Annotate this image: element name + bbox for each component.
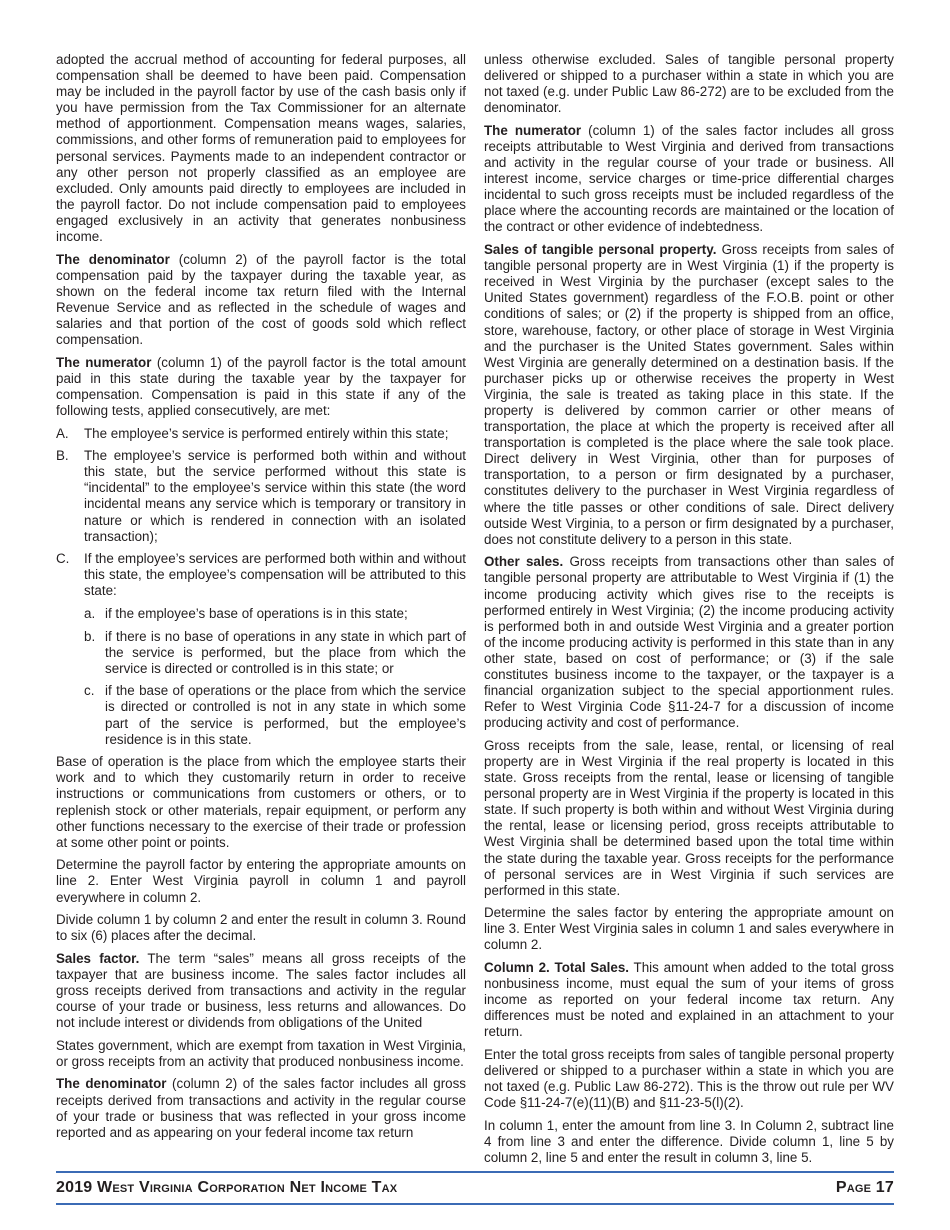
- tangible-property-paragraph: [484, 242, 894, 548]
- list-marker: B.: [56, 448, 69, 464]
- list-marker: c.: [84, 683, 95, 699]
- base-of-operation-paragraph: Base of operation is the place from which the employee starts their work and to which they customarily return in order to receive instructions or communications from customers or others, or to replenish stock or other materials, repair equipment, or perform any other functions necessary to the exercise of their trade or profession at some other point or points.: [56, 754, 466, 850]
- sub-list: [84, 606, 466, 748]
- other-sales-text: Gross receipts from transactions other than sales of tangible personal property are attributable to West Virginia if (1) the income producing activity which gives rise to the receipts is performed entirely in West Virginia; (2) the income producing activity is performed both in and outside West Virginia and a greater portion of the income producing activity is performed in this state than in any other state, based on cost of performance; or (3) if the sale constitutes business income to the taxpayer, or the taxpayer is a financial organization subject to the special apportionment rules. Refer to West Virginia Code §11-24-7 for a discussion of income producing activity and cost of performance.: [484, 554, 894, 731]
- divide-columns-paragraph: Divide column 1 by column 2 and enter the result in column 3. Round to six (6) places after the decimal.: [56, 912, 466, 944]
- list-marker: C.: [56, 551, 70, 567]
- other-sales-label: Other sales.: [484, 554, 564, 570]
- determine-payroll-paragraph: Determine the payroll factor by entering the appropriate amounts on line 2. Enter West Virginia payroll in column 1 and payroll everywhere in column 2.: [56, 857, 466, 905]
- footer-title: 2019 West Virginia Corporation Net Income Tax: [56, 1179, 398, 1196]
- sales-factor-label: Sales factor.: [56, 950, 140, 966]
- list-item-text: The employee’s service is performed entirely within this state;: [84, 425, 449, 441]
- column2-total-sales-label: Column 2. Total Sales.: [484, 960, 630, 976]
- list-item-text: if there is no base of operations in any state in which part of the service is performed, but the place from which the service is directed or controlled is in this state; or: [105, 628, 466, 676]
- column2-total-sales-paragraph: [484, 960, 894, 1040]
- list-item-text: The employee’s service is performed both within and without this state, but the service performed without this state is “incidental” to the employee’s service within this state (the word incidental means any service which is temporary or transitory in nature or which is rendered in connection with an isolated transaction);: [84, 448, 466, 544]
- sales-denominator-paragraph: [56, 1076, 466, 1140]
- payroll-compensation-paragraph: adopted the accrual method of accounting for federal purposes, all compensation shall be deemed to have been paid. Compensation may be included in the payroll factor by use of the cash basis only if you have permission from the Tax Commissioner for an alternate method of apportionment. Compensation means wages, salaries, commissions, and other forms of remuneration paid to employees for personal services. Payments made to an independent contractor or any other person not properly classified as an employee are excluded. Only amounts paid directly to employees are included in the payroll factor. Do not include compensation paid to employees engaged exclusively in an activity that generates nonbusiness income.: [56, 52, 466, 245]
- list-item: [84, 683, 466, 747]
- throw-out-rule-paragraph: Enter the total gross receipts from sales of tangible personal property delivered or shipped to a purchaser within a state in which you are not taxed (e.g. Public Law 86-272). This is the throw out rule per WV Code §11-24-7(e)(11)(B) and §11-23-5(l)(2).: [484, 1047, 894, 1111]
- list-item-text: If the employee’s services are performed both within and without this state, the employee’s compensation will be attributed to this state:: [84, 551, 466, 599]
- column1-instructions-paragraph: In column 1, enter the amount from line 3. In Column 2, subtract line 4 from line 3 and enter the difference. Divide column 1, line 5 by column 2, line 5 and enter the result in column 3, line 5.: [484, 1117, 894, 1166]
- tangible-property-label: Sales of tangible personal property.: [484, 242, 717, 258]
- sales-numerator-paragraph: [484, 123, 894, 236]
- payroll-numerator-label: The numerator: [56, 354, 152, 370]
- list-item: [56, 426, 466, 442]
- list-marker: A.: [56, 425, 69, 441]
- determine-sales-paragraph: Determine the sales factor by entering the appropriate amount on line 3. Enter West Virginia sales in column 1 and sales everywhere in column 2.: [484, 905, 894, 953]
- gross-receipts-paragraph: Gross receipts from the sale, lease, rental, or licensing of real property are in West Virginia if the real property is located in this state. Gross receipts from the rental, lease or licensing of tangible personal property are in West Virginia if the property is located in this state. If such property is both within and without West Virginia during the rental, lease or licensing period, gross receipts attributable to West Virginia shall be determined based upon the total time within the state during the taxable year. Gross receipts for the performance of personal services are in West Virginia if such services are performed in this state.: [484, 737, 894, 898]
- payroll-denominator-label: The denominator: [56, 251, 170, 267]
- sales-numerator-text: (column 1) of the sales factor includes all gross receipts attributable to West Virginia and derived from transactions and activity in the regular course of your trade or business. All interest income, service charges or time-price differential charges incidental to such gross receipts must be included regardless of the place where the accounting records are maintained or the location of the contract or other evidence of indebtedness.: [484, 122, 894, 235]
- page-footer: [56, 1171, 894, 1205]
- sales-factor-paragraph: [56, 951, 466, 1031]
- list-item-text: if the employee’s base of operations is in this state;: [105, 606, 408, 621]
- page-number: Page 17: [835, 1179, 894, 1196]
- list-item: [56, 551, 466, 599]
- payroll-numerator-text: (column 1) of the payroll factor is the total amount paid in this state during the taxable year by the taxpayer for compensation. Compensation is paid in this state if any of the following tests, applied consecutively, are met:: [56, 354, 466, 418]
- sales-factor-text: The term “sales” means all gross receipts of the taxpayer that are business income. The sales factor includes all gross receipts derived from transactions and activity in the regular course of your trade or business, less returns and allowances. Do not include interest or dividends from obligations of the United: [56, 950, 466, 1031]
- column2-total-sales-text: This amount when added to the total gross nonbusiness income, must equal the sum of your items of gross income as reported on your federal income tax return. Any differences must be noted and explained in an attachment to your return.: [484, 960, 894, 1040]
- tangible-property-text: Gross receipts from sales of tangible personal property are in West Virginia (1) if the property is received in West Virginia by the purchaser (except sales to the United States government) regardless of the F.O.B. point or other conditions of sales; or (2) if the property is shipped from an office, store, warehouse, factory, or other place of storage in West Virginia and the purchaser is the United States government. Sales within West Virginia are generally determined on a destination basis. If the purchaser picks up or otherwise receives the property in West Virginia, the sale is treated as taking place in this state. If the property is delivered by common carrier or other means of transportation, the place at which the property is received after all transportation is completed is the place where the sale took place. Direct delivery in West Virginia, other than for purposes of transportation, to a person or firm designated by a purchaser, constitutes delivery to the purchaser in West Virginia regardless of where the title passes or other conditions of sale. Direct delivery outside West Virginia, to a person or firm designated by a purchaser, does not constitute delivery to a person in this state.: [484, 242, 894, 547]
- other-sales-paragraph: [484, 554, 894, 731]
- sales-denominator-label: The denominator: [56, 1076, 167, 1092]
- list-item: [56, 448, 466, 545]
- sales-denominator-text: (column 2) of the sales factor includes all gross receipts derived from transactions and activity in the regular course of your trade or business that was reflected in your gross income reported and as appearing on your federal income tax return: [56, 1076, 466, 1140]
- sales-numerator-label: The numerator: [484, 122, 582, 138]
- right-column: [484, 52, 894, 1173]
- list-marker: a.: [84, 606, 96, 621]
- list-item: [84, 606, 466, 622]
- payroll-denominator-text: (column 2) of the payroll factor is the total compensation paid by the taxpayer during the taxable year, as shown on the federal income tax return filed with the Internal Revenue Service and as reflected in the schedule of wages and salaries and that portion of the cost of goods sold which reflect compensation.: [56, 251, 466, 348]
- excluded-sales-paragraph: unless otherwise excluded. Sales of tangible personal property delivered or shipped to a purchaser within a state in which you are not taxed (e.g. under Public Law 86-272) are to be excluded from the denominator.: [484, 52, 894, 116]
- payroll-numerator-paragraph: [56, 355, 466, 419]
- list-item-text: if the base of operations or the place from which the service is directed or controlled is not in any state in which some part of the service is performed, but the employee’s residence is in this state.: [105, 683, 466, 747]
- payroll-denominator-paragraph: [56, 252, 466, 349]
- states-government-paragraph: States government, which are exempt from taxation in West Virginia, or gross receipts from an activity that produced nonbusiness income.: [56, 1037, 466, 1069]
- list-marker: b.: [84, 628, 96, 644]
- left-column: [56, 52, 466, 1147]
- list-item: [84, 629, 466, 677]
